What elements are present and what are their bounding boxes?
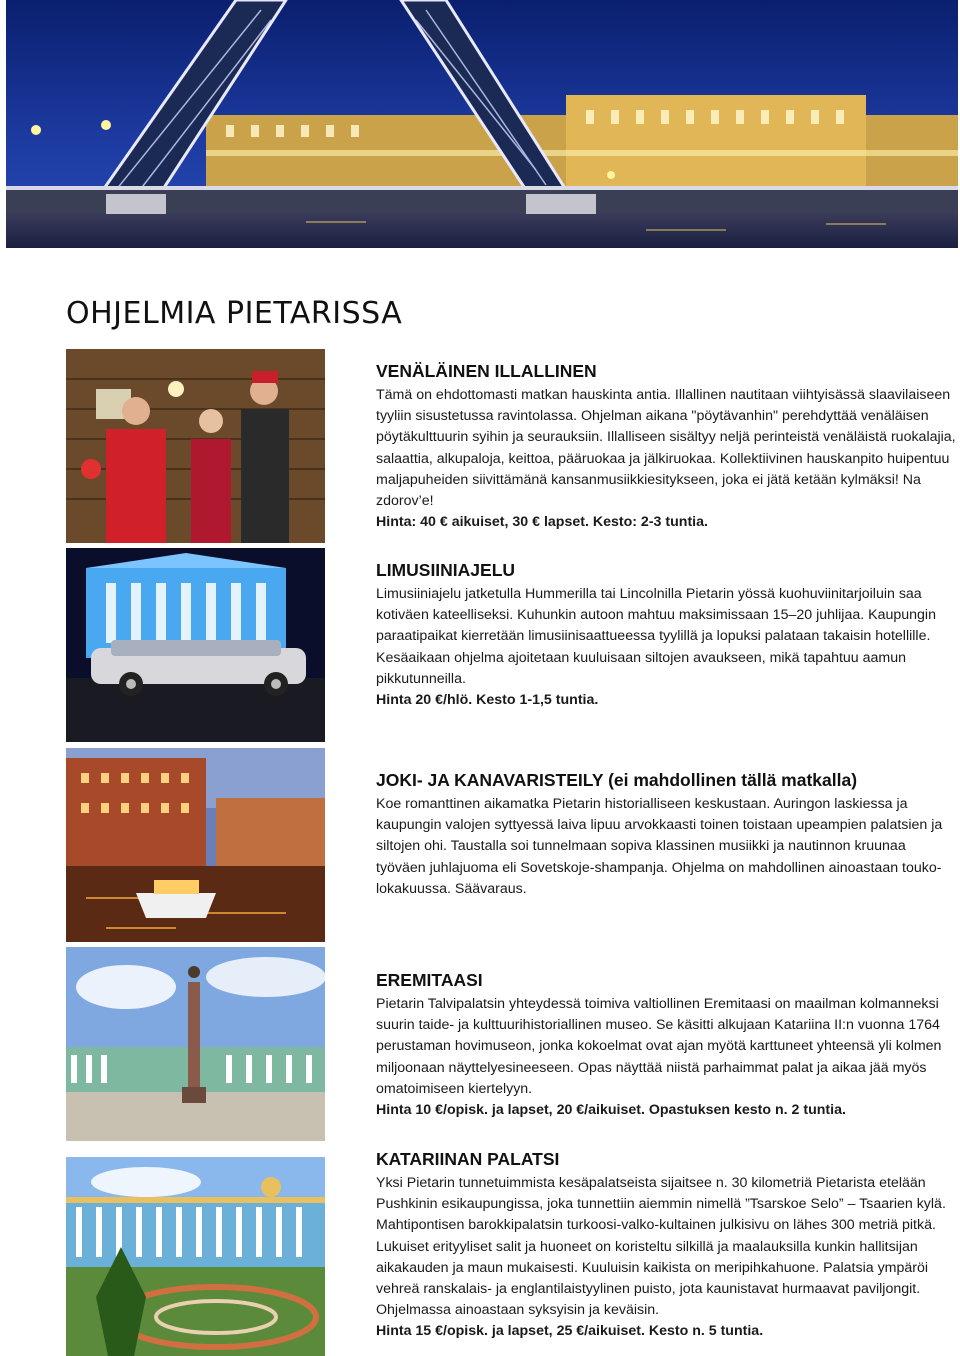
section-heading: VENÄLÄINEN ILLALLINEN	[376, 361, 597, 381]
section-heading: JOKI- JA KANAVARISTEILY (ei mahdollinen tällä matkalla)	[376, 770, 858, 790]
section-heading: LIMUSIINIAJELU	[376, 560, 516, 580]
section-body: Pietarin Talvipalatsin yhteydessä toimiva valtiollinen Eremitaasi on maailman kolmanneksi suurin taide- ja kulttuurihistoriallinen museo. Se käsitti alkujaan Katariina II:n vuonna 1764 perustaman hovimuseon, jonka kokoelmat ovat ajan myötä karttuneet yhteensä yli kolmen miljoonaan näyttelyesineeseen. Opas näyttää niistä parhaimmat palat ja aikaa jää myös omatoimiseen kiertelyyn.	[376, 996, 942, 1097]
section-body: Tämä on ehdottomasti matkan hauskinta antia. Illallinen nautitaan viihtyisässä slaavilaiseen tyyliin sisustetussa ravintolassa. Ohjelman aikana "pöytävanhin" perehdyttää venäläisen pöytäkulttuurin syihin ja seurauksiin. Illalliseen sisältyy neljä perinteistä venäläistä ruokalajia, salaattia, alkupaloja, keittoa, pääruokaa ja jälkiruokaa. Kollektiivinen hauskanpito huipentuu maljapuheiden siivittämänä kansanmusiikkiesitykseen, joka ei jätä ketään kylmäksi! Na zdorov’e!	[376, 387, 956, 510]
section-heading: EREMITAASI	[376, 970, 483, 990]
section-price: Hinta: 40 € aikuiset, 30 € lapset. Kesto: 2-3 tuntia.	[376, 514, 708, 531]
section-dinner	[376, 361, 956, 533]
section-limousine	[376, 560, 956, 711]
section-catherine-palace	[376, 1149, 956, 1340]
dinner-photo	[66, 349, 325, 543]
section-body: Yksi Pietarin tunnetuimmista kesäpalatseista sijaitsee n. 30 kilometriä Pietarista etelään Pushkinin esikaupungissa, joka tunnettiin aiemmin nimellä ”Tsarskoe Selo” – Tsaarien kylä. Mahtipontisen barokkipalatsin turkoosi-valko-kultainen julkisivu on lähes 300 metriä pitkä. Lukuiset erityyliset salit ja huoneet on koristeltu silkillä ja maalauksilla kunkin hallitsijan aikakauden ja maun mukaisesti. Kuuluisin kaikista on meripihkahuone. Palatsia ympäröi vehreä ranskalais- ja englantilaistyylinen puisto, jota kaunistavat hurmaavat paviljongit. Ohjelmassa ainoastaan syksyisin ja keväisin.	[376, 1175, 946, 1319]
limousine-photo	[66, 548, 325, 742]
hero-image	[6, 0, 958, 248]
section-price: Hinta 15 €/opisk. ja lapset, 25 €/aikuiset. Kesto n. 5 tuntia.	[376, 1323, 764, 1340]
canal-cruise-photo	[66, 748, 325, 942]
section-body: Limusiiniajelu jatketulla Hummerilla tai Lincolnilla Pietarin yössä kuohuviinitarjoiluin saa kotiväen kateelliseksi. Kuhunkin autoon mahtuu maksimissaan 15–20 juhlijaa. Kaupungin paraatipaikat kierretään limusiinisaattueessa tyylillä ja lopuksi palataan takaisin hotellille. Kesäaikaan ohjelma ajoitetaan kuuluisaan siltojen avaukseen, mikä tapahtuu aamun pikkutunneilla.	[376, 586, 936, 687]
section-hermitage	[376, 970, 956, 1121]
hermitage-photo	[66, 947, 325, 1141]
catherine-palace-photo	[66, 1157, 325, 1356]
section-heading: KATARIINAN PALATSI	[376, 1149, 560, 1169]
page-title: OHJELMIA PIETARISSA	[66, 296, 403, 331]
section-body: Koe romanttinen aikamatka Pietarin historialliseen keskustaan. Auringon laskiessa ja kaupungin valojen syttyessä laiva lipuu arvokkaasti toinen toistaan upeampien palatsien ja siltojen ohi. Taustalla soi tunnelmaan sopiva klassinen musiikki ja nautinnon kruunaa työväen juhlajuoma eli Sovetskoje-shampanja. Ohjelma on mahdollinen ainoastaan touko-lokakuussa. Säävaraus.	[376, 796, 943, 897]
section-price: Hinta 10 €/opisk. ja lapset, 20 €/aikuiset. Opastuksen kesto n. 2 tuntia.	[376, 1102, 846, 1119]
section-price: Hinta 20 €/hlö. Kesto 1-1,5 tuntia.	[376, 692, 599, 709]
section-canal-cruise	[376, 770, 956, 900]
